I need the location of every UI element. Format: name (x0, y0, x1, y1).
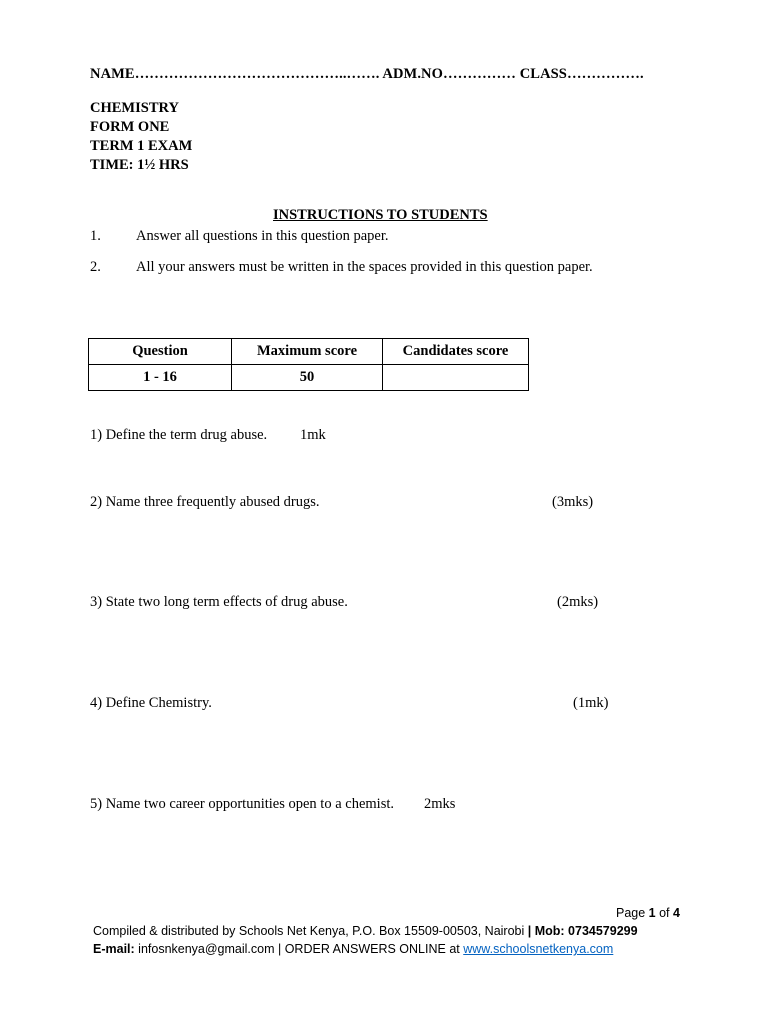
score-table (88, 338, 529, 391)
student-details-line: NAME……………………………………..……. ADM.NO…………… CLASS……………. (90, 66, 644, 82)
header-maximum-score: Maximum score (232, 339, 383, 365)
footer-mobile: Mob: 0734579299 (531, 924, 638, 938)
maximum-score-cell: 50 (232, 365, 383, 391)
instruction-text: Answer all questions in this question paper. (136, 228, 389, 244)
question-5: 5) Name two career opportunities open to a chemist. (90, 796, 394, 812)
score-table-row (89, 365, 529, 391)
footer-compiled: Compiled & distributed by Schools Net Kenya, P.O. Box 15509-00503, Nairobi (93, 924, 528, 938)
header-question: Question (89, 339, 232, 365)
question-range-cell: 1 - 16 (89, 365, 232, 391)
footer-email-label: E-mail: (93, 942, 135, 956)
exam-name: TERM 1 EXAM (90, 138, 193, 154)
question-1: 1) Define the term drug abuse. (90, 427, 268, 443)
score-table-header-row (89, 339, 529, 365)
website-link[interactable]: www.schoolsnetkenya.com (463, 942, 614, 956)
exam-duration: TIME: 1½ HRS (90, 157, 189, 173)
page-current: 1 (648, 906, 656, 920)
footer-email-text: infosnkenya@gmail.com | ORDER ANSWERS ONLINE at (134, 942, 464, 956)
page-of: of (655, 906, 673, 920)
instruction-number: 2. (90, 259, 101, 275)
instruction-number: 1. (90, 228, 101, 244)
footer-contact-line (93, 942, 613, 956)
header-candidates-score: Candidates score (383, 339, 529, 365)
form-level: FORM ONE (90, 119, 170, 135)
footer-compiled-line (93, 924, 638, 938)
subject-title: CHEMISTRY (90, 100, 179, 116)
instruction-text: All your answers must be written in the spaces provided in this question paper. (136, 259, 593, 275)
question-2: 2) Name three frequently abused drugs. (90, 494, 320, 510)
page-prefix: Page (616, 906, 649, 920)
page-number (616, 906, 680, 920)
page-total: 4 (673, 906, 680, 920)
candidates-score-cell[interactable] (383, 365, 529, 391)
question-5-marks: 2mks (424, 796, 456, 812)
question-2-marks: (3mks) (552, 494, 594, 510)
question-4: 4) Define Chemistry. (90, 695, 212, 711)
footer-separator: | (527, 924, 532, 938)
instructions-title: INSTRUCTIONS TO STUDENTS (273, 207, 488, 223)
question-4-marks: (1mk) (573, 695, 609, 711)
question-3-marks: (2mks) (557, 594, 599, 610)
question-1-marks: 1mk (300, 427, 326, 443)
question-3: 3) State two long term effects of drug abuse. (90, 594, 348, 610)
